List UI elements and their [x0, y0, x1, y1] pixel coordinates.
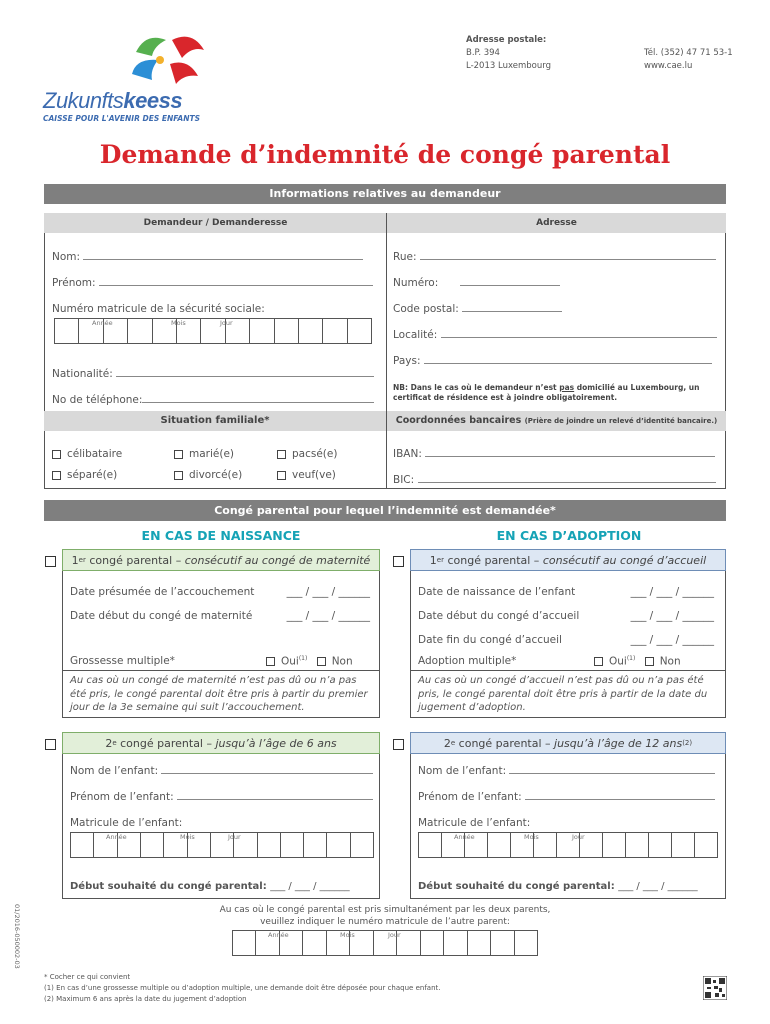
date-accouchement-blank[interactable]: ___ / ___ / ______ — [286, 586, 370, 598]
situation-divorce[interactable] — [174, 469, 242, 481]
grossesse-non-checkbox[interactable] — [317, 657, 326, 666]
option-label: séparé(e) — [67, 469, 118, 481]
nom-label: Nom: — [52, 251, 81, 263]
debut-souhaite-left[interactable] — [70, 881, 350, 892]
telephone-label: No de téléphone: — [52, 394, 143, 406]
date-debut-accueil-blank[interactable]: ___ / ___ / ______ — [630, 610, 714, 622]
side-document-code: 01/2016-050002-03 — [13, 904, 21, 969]
telephone-field[interactable] — [52, 394, 374, 406]
address-line2: L-2013 Luxembourg — [466, 61, 551, 71]
code-postal-field[interactable] — [393, 303, 562, 315]
first-naissance-ordinal: 1 — [71, 553, 79, 567]
prenom-label: Prénom: — [52, 277, 96, 289]
adoption-multiple-row — [418, 655, 714, 667]
grossesse-label: Grossesse multiple* — [70, 655, 175, 667]
non-label: Non — [331, 655, 353, 668]
nom-field[interactable] — [52, 251, 363, 263]
option-label: marié(e) — [189, 448, 235, 460]
matricule-label: Numéro matricule de la sécurité sociale: — [52, 303, 265, 315]
applicant-col-right-head: Adresse — [387, 213, 726, 233]
oui-label: Oui — [281, 655, 299, 668]
first-adoption-checkbox[interactable] — [393, 556, 404, 567]
nb-prefix: NB: Dans le cas où le demandeur n’est — [393, 383, 560, 392]
rue-label: Rue: — [393, 251, 417, 263]
second-adoption-text: congé parental – — [455, 736, 555, 750]
bic-field[interactable] — [393, 474, 716, 486]
other-parent-line1: Au cas où le congé parental est pris simultanément par les deux parents, — [219, 905, 551, 915]
jour-label: Jour — [572, 833, 585, 841]
contact-info — [644, 47, 733, 73]
non-label: Non — [659, 655, 681, 668]
pays-label: Pays: — [393, 355, 421, 367]
matricule-grid[interactable] — [54, 318, 372, 344]
naissance-note: Au cas où un congé de maternité n’est pas dû ou n’a pas été pris, le congé parental doit être pris à partir du premier jour de la 3e semaine qui suit l’accouchement. — [70, 675, 368, 713]
numero-field[interactable] — [393, 277, 560, 289]
prenom-field[interactable] — [52, 277, 373, 289]
date-accouchement-row[interactable] — [70, 586, 370, 598]
debut-souhaite-blank[interactable]: ___ / ___ / ______ — [270, 881, 350, 892]
annee-label: Année — [106, 833, 127, 841]
first-adoption-detail: consécutif au congé d’accueil — [542, 553, 707, 567]
option-label: divorcé(e) — [189, 469, 243, 481]
second-naissance-ordinal: 2 — [105, 736, 113, 750]
other-parent-matricule-grid[interactable] — [232, 930, 538, 956]
annee-label: Année — [268, 931, 289, 939]
localite-label: Localité: — [393, 329, 438, 341]
adoption-multiple-label: Adoption multiple* — [418, 655, 517, 667]
adoption-note: Au cas où un congé d’accueil n’est pas dû ou n’a pas été pris, le congé parental doit être pris à partir de la date du jugement d’adoption. — [418, 675, 708, 713]
column-divider — [386, 213, 387, 489]
jour-label: Jour — [228, 833, 241, 841]
first-naissance-text: congé parental – — [85, 553, 185, 567]
option-label: veuf(ve) — [292, 469, 336, 481]
situation-celibataire[interactable] — [52, 448, 122, 460]
debut-souhaite-right[interactable] — [418, 881, 698, 892]
naissance-heading: EN CAS DE NAISSANCE — [141, 528, 301, 543]
first-naissance-checkbox[interactable] — [45, 556, 56, 567]
debut-souhaite-blank[interactable]: ___ / ___ / ______ — [618, 881, 698, 892]
footnote-1: (1) En cas d’une grossesse multiple ou d’adoption multiple, une demande doit être déposée pour chaque enfant. — [44, 984, 441, 992]
applicant-section-bar: Informations relatives au demandeur — [44, 184, 726, 204]
date-debut-accueil-row[interactable] — [418, 610, 714, 622]
date-naissance-row[interactable] — [418, 586, 714, 598]
logo-text-part1: Zukunfts — [43, 88, 124, 113]
footnotes — [44, 972, 440, 1005]
first-adoption-text: congé parental – — [443, 553, 543, 567]
nom-enfant-left-field[interactable] — [70, 765, 373, 777]
prenom-enfant-left-field[interactable] — [70, 791, 373, 803]
prenom-enfant-label: Prénom de l’enfant: — [70, 791, 174, 803]
page-title: Demande d’indemnité de congé parental — [99, 140, 671, 169]
website: www.cae.lu — [644, 61, 693, 71]
nom-enfant-right-field[interactable] — [418, 765, 715, 777]
other-parent-line2: veuillez indiquer le numéro matricule de l’autre parent: — [260, 917, 510, 927]
first-naissance-head — [62, 549, 380, 571]
adoption-heading: EN CAS D’ADOPTION — [496, 528, 642, 543]
phone-number: Tél. (352) 47 71 53-1 — [644, 48, 733, 58]
second-naissance-text: congé parental – — [116, 736, 216, 750]
second-naissance-checkbox[interactable] — [45, 739, 56, 750]
nb-pas: pas — [559, 383, 575, 392]
situation-separe[interactable] — [52, 469, 117, 481]
first-naissance-sup: er — [78, 556, 86, 564]
footnote-2: (2) Maximum 6 ans après la date du jugement d’adoption — [44, 995, 247, 1003]
mois-label: Mois — [340, 931, 355, 939]
option-label: pacsé(e) — [292, 448, 338, 460]
second-naissance-head — [62, 732, 380, 754]
mois-label: Mois — [524, 833, 539, 841]
date-fin-accueil-label: Date fin du congé d’accueil — [418, 634, 562, 646]
logo-text-part2: keess — [123, 88, 183, 113]
second-adoption-detail: jusqu’à l’âge de 12 ans — [554, 736, 683, 750]
bic-label: BIC: — [393, 474, 415, 486]
second-adoption-checkbox[interactable] — [393, 739, 404, 750]
option-label: célibataire — [67, 448, 123, 460]
second-adoption-sup: e — [450, 739, 456, 747]
bank-head-note: (Prière de joindre un relevé d’identité bancaire.) — [524, 417, 718, 425]
iban-field[interactable] — [393, 448, 715, 460]
address-line1: B.P. 394 — [466, 48, 500, 58]
date-naissance-blank[interactable]: ___ / ___ / ______ — [630, 586, 714, 598]
situation-veuf[interactable] — [277, 469, 336, 481]
conge-section-bar: Congé parental pour lequel l’indemnité est demandée* — [44, 500, 726, 521]
date-maternite-row[interactable] — [70, 610, 370, 622]
jour-label: Jour — [388, 931, 401, 939]
bank-head-title: Coordonnées bancaires — [395, 415, 522, 426]
date-debut-accueil-label: Date début du congé d’accueil — [418, 610, 580, 622]
qr-code-icon — [703, 976, 727, 1000]
grossesse-row — [70, 655, 370, 667]
second-adoption-ordinal: 2 — [443, 736, 451, 750]
other-parent-text — [0, 904, 770, 928]
rue-field[interactable] — [393, 251, 716, 263]
first-adoption-sup: er — [436, 556, 444, 564]
nationalite-field[interactable] — [52, 368, 374, 380]
nb-note — [393, 383, 721, 403]
debut-souhaite-label: Début souhaité du congé parental: — [418, 881, 615, 892]
matricule-enfant-right-grid[interactable] — [418, 832, 718, 858]
situation-head: Situation familiale* — [44, 411, 386, 431]
oui-label: Oui — [609, 655, 627, 668]
checkbox-icon[interactable] — [52, 450, 61, 459]
nb-suffix: domicilié au Luxembourg, un certificat de résidence est à joindre obligatoirement. — [393, 383, 700, 402]
bank-head — [387, 411, 726, 431]
nom-enfant-label: Nom de l’enfant: — [418, 765, 507, 777]
date-fin-accueil-blank[interactable]: ___ / ___ / ______ — [630, 634, 714, 646]
annee-label: Année — [92, 319, 113, 327]
date-maternite-blank[interactable]: ___ / ___ / ______ — [286, 610, 370, 622]
first-adoption-ordinal: 1 — [429, 553, 437, 567]
mois-label: Mois — [180, 833, 195, 841]
logo — [38, 30, 208, 130]
prenom-enfant-label: Prénom de l’enfant: — [418, 791, 522, 803]
matricule-enfant-left-label: Matricule de l’enfant: — [70, 817, 183, 829]
second-adoption-footnote: (2) — [682, 739, 693, 747]
second-naissance-sup: e — [112, 739, 117, 747]
checkbox-icon[interactable] — [277, 471, 286, 480]
situation-marie[interactable] — [174, 448, 234, 460]
situation-pacse[interactable] — [277, 448, 337, 460]
oui-sup: (1) — [298, 655, 308, 662]
grossesse-oui-checkbox[interactable] — [266, 657, 275, 666]
debut-souhaite-label: Début souhaité du congé parental: — [70, 881, 267, 892]
footnote-asterisk: * Cocher ce qui convient — [44, 973, 131, 981]
matricule-enfant-right-label: Matricule de l’enfant: — [418, 817, 531, 829]
adoption-non-checkbox[interactable] — [645, 657, 654, 666]
iban-label: IBAN: — [393, 448, 422, 460]
first-naissance-detail: consécutif au congé de maternité — [184, 553, 371, 567]
code-postal-label: Code postal: — [393, 303, 459, 315]
logo-tagline: CAISSE POUR L'AVENIR DES ENFANTS — [43, 114, 200, 123]
checkbox-icon[interactable] — [174, 471, 183, 480]
localite-field[interactable] — [393, 329, 717, 341]
oui-sup: (1) — [626, 655, 636, 662]
address-label: Adresse postale: — [466, 35, 547, 45]
second-naissance-detail: jusqu’à l’âge de 6 ans — [215, 736, 337, 750]
checkbox-icon[interactable] — [52, 471, 61, 480]
adoption-oui-checkbox[interactable] — [594, 657, 603, 666]
hands-logo-icon — [126, 30, 206, 90]
mois-label: Mois — [171, 319, 186, 327]
applicant-col-left-head: Demandeur / Demanderesse — [44, 213, 387, 233]
second-adoption-head — [410, 732, 726, 754]
date-fin-accueil-row[interactable] — [418, 634, 714, 646]
naissance-note-divider — [62, 670, 380, 671]
prenom-enfant-right-field[interactable] — [418, 791, 715, 803]
date-naissance-label: Date de naissance de l’enfant — [418, 586, 576, 598]
checkbox-icon[interactable] — [174, 450, 183, 459]
numero-label: Numéro: — [393, 277, 439, 289]
jour-label: Jour — [220, 319, 233, 327]
first-adoption-head — [410, 549, 726, 571]
pays-field[interactable] — [393, 355, 712, 367]
date-accouchement-label: Date présumée de l’accouchement — [70, 586, 255, 598]
matricule-enfant-left-grid[interactable] — [70, 832, 374, 858]
annee-label: Année — [454, 833, 475, 841]
date-maternite-label: Date début du congé de maternité — [70, 610, 253, 622]
adoption-note-divider — [410, 670, 726, 671]
checkbox-icon[interactable] — [277, 450, 286, 459]
nom-enfant-label: Nom de l’enfant: — [70, 765, 159, 777]
nationalite-label: Nationalité: — [52, 368, 113, 380]
postal-address — [466, 34, 551, 73]
